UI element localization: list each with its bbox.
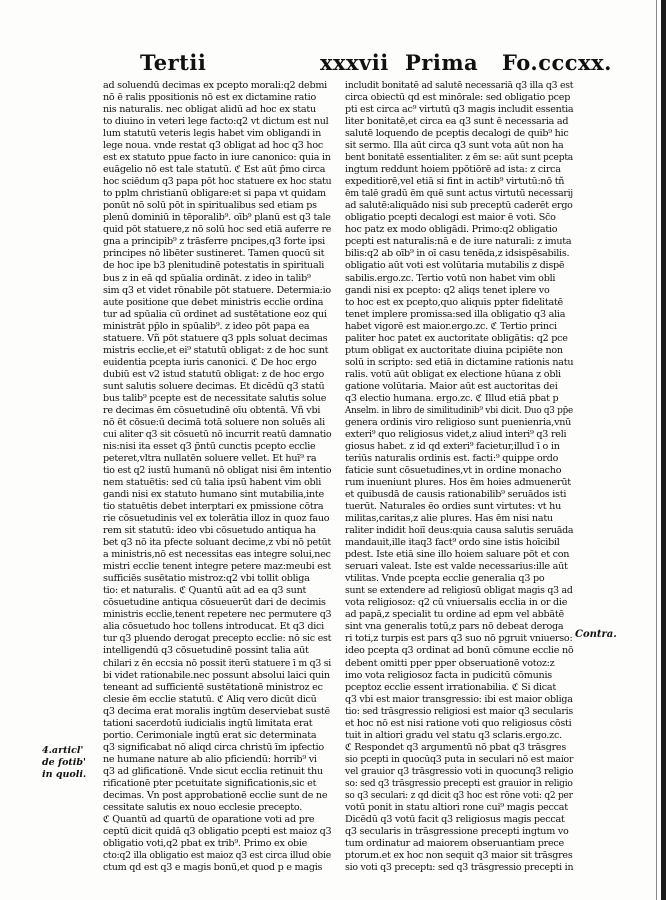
- left-column-line: hoc sciēdum q3 papa pōt hoc statuere ex hoc statu: [103, 176, 332, 188]
- left-column-line: principes nō libēter sustineret. Tamen quocū sit: [103, 248, 325, 260]
- margin-note-right: Contra.: [575, 629, 617, 640]
- right-column-line: vota religiosoz: q2 cū vniuersalis ecclia in or die: [345, 597, 568, 609]
- right-column-line: bent bonitatē essentialiter. z ēm se: aūt sunt pcepta: [345, 152, 574, 164]
- left-column-line: dubiū est v2 istud statutū obligat: z de hoc ergo: [103, 368, 325, 380]
- right-column-line: ideo pcepta q3 ordinat ad bonū cōmune ecclie nō: [345, 645, 574, 657]
- right-column-line: imo vota religiosoz facta in pudicitū cōmunis: [345, 669, 552, 681]
- left-column-line: nō ēt cōsue:ū decimā totā soluere non soluēs ali: [103, 416, 325, 428]
- left-column-line: bet q3 nō ita pfecte soluant decime,z vbi nō petūt: [103, 537, 331, 549]
- right-column-line: q3 electio humana. ergo.zc. ℭ Illud etiā pbat p: [345, 392, 559, 404]
- left-column-line: ℭ Quantū ad quartū de oparatione voti ad pre: [103, 813, 315, 825]
- margin-note-left: [42, 745, 98, 781]
- left-column-line: ministris ecclie,tenent repetere nec permutere q3: [103, 609, 332, 621]
- left-column-line: chilari z ēn eccsia nō possit iterū statuere ī m q3 si: [103, 657, 331, 669]
- left-column-line: mistri ecclie tenent integre petere maz:meubi est: [103, 561, 331, 573]
- right-column-line: pcepti est naturalis:nā e de iure naturali: z imuta: [345, 236, 572, 248]
- right-column-line: sit sermo. Illa aūt circa q3 sunt vota aūt non ha: [345, 140, 564, 152]
- right-column-line: et quibusdā de causis rationabilib⁹ seruādos isti: [345, 489, 567, 501]
- right-column-line: ralis. votū aūt obligat ex electione hūana z obli: [345, 368, 561, 380]
- right-column-line: expeditiorē,vel etiā si fint in actib⁹ virtutū:nō tñ: [345, 176, 565, 188]
- left-column-line: cto:q2 illa obligatio est maioz q3 est circa illud obie: [103, 850, 331, 861]
- left-column-line: tio est q2 iustū humanū nō obligat nisi ēm intentio: [103, 465, 332, 476]
- right-column-line: tuit in altiori gradu vel statu q3 sclaris.ergo.zc.: [345, 729, 562, 741]
- right-column-line: mandauit,ille itaq3 fact⁹ ordo sine istis hoīcibil: [345, 537, 560, 549]
- running-header: [110, 50, 612, 84]
- left-column-line: a ministris,nō est necessitas eas integre solui,nec: [103, 549, 331, 561]
- right-column-line: sint vna generalis totū,z pars nō debeat deroga: [345, 621, 564, 633]
- right-column-line: tenet implere promissa:sed illa obligatio q3 alia: [345, 308, 566, 320]
- left-column-line: rem sit statutū: ideo vbi cōsuetudo antiqua ha: [103, 525, 316, 537]
- right-column-line: debent omitti pper pper obseruationē votoz:z: [345, 657, 555, 669]
- left-text-column: [103, 80, 332, 874]
- left-column-line: to diuino in veteri lege facto:q2 vt dictum est nul: [103, 116, 329, 128]
- left-column-line: teneant ad sufficientē sustētationē ministroz ec: [103, 681, 323, 693]
- right-column-line: gandi nisi ex pcepto: q2 aliqs tenet iplere vo: [345, 284, 550, 296]
- right-column-line: sio voti q3 preceptı: sed q3 trāsgressio precepti in: [345, 862, 574, 874]
- right-column-line: faticie sunt cōsuetudines,vt in ordine monacho: [345, 465, 562, 476]
- right-column-line: pceptoz ecclie essent irrationabilia. ℭ Si dicat: [345, 681, 557, 693]
- header-center: Prima: [405, 50, 479, 75]
- right-column-line: ingtum reddunt hoiem ppōtiōrē ad ista: z circa: [345, 164, 561, 176]
- right-column-line: ptum obligat ex auctoritate diuina pcipiēte non: [345, 344, 563, 356]
- right-column-line: tio: sed trāsgressio religiosi est maior q3 secularis: [345, 705, 573, 717]
- page-edge-line: [656, 0, 657, 900]
- left-column-line: intelligendū q3 cōsuetudinē possint talia aūt: [103, 645, 309, 657]
- left-column-line: tationi sacerdotū iudicialis ingtū limitata erat: [103, 717, 313, 729]
- left-column-line: plenū dominiū in tēporalib⁹. oīb⁹ planū est q3 tale: [103, 212, 331, 224]
- left-column-line: est ex statuto ppue facto in iure canonico: quia in: [103, 152, 331, 164]
- right-column-line: includit bonitatē ad salutē necessariā q3 illa q3 est: [345, 80, 574, 91]
- right-column-line: circa obiectū qd est minōrale: sed obligatio pcep: [345, 92, 571, 104]
- right-column-line: tuerūt. Naturales ēo ordies sunt virtutes: vt hu: [345, 501, 562, 513]
- right-column-line: so q3 seculari: z qd dicit q3 hoc est rōne voti: q2 per: [345, 789, 573, 801]
- right-text-column: [345, 80, 574, 874]
- right-column-line: liter bonitatē,et circa ea q3 sunt ē necessaria ad: [345, 116, 569, 128]
- right-column-line: obligatio aūt voti est volūtaria mutabilis z dispē: [345, 260, 565, 272]
- left-column-line: decimas. Vn post approbationē ecclie sunt de ne: [103, 789, 328, 801]
- left-column-line: mistris ecclie,et ei⁹ statutū obligat: z de hoc sunt: [103, 344, 329, 356]
- right-column-line: pti est circa ac⁹ virtutū q3 magis includit essentia: [345, 104, 574, 116]
- left-column-line: gandi nisi ex statuto humano sint mutabilia,inte: [103, 489, 324, 501]
- right-column-line: hoc patz ex modo obligādi. Primo:q2 obligatio: [345, 224, 558, 236]
- left-column-line: bus z in eā qd spūalia ordināt. z ideo in talib⁹: [103, 272, 311, 284]
- left-column-line: tur q3 pluendo derogat precepto ecclie: nō sic est: [103, 633, 332, 645]
- left-column-line: cui aliter q3 sit cōsuetū nō incurrit reatū damnatio: [103, 428, 332, 440]
- header-left: Tertii: [140, 50, 207, 75]
- left-column-line: nis naturalis. nec obligat alidū ad hoc ex statu: [103, 104, 316, 116]
- right-column-line: ēm talē gradū ēm quē sunt actus virtutū necessarij: [345, 188, 573, 200]
- right-column-line: q3 secularis in trāsgressione precepti ingtum vo: [345, 825, 569, 837]
- right-column-line: gatione volūtaria. Maior aūt est auctoritas dei: [345, 380, 558, 392]
- left-column-line: q3 significabat nō aliqd circa christū īm ipfectio: [103, 741, 324, 753]
- left-column-line: euidentia pcepta iuris canonici. ℭ De hoc ergo: [103, 356, 317, 368]
- right-column-line: habet vigorē est maior.ergo.zc. ℭ Tertio princi: [345, 320, 557, 332]
- right-column-line: obligatio pcepti decalogi est maior ē voti. Sc̄o: [345, 212, 556, 224]
- header-number: xxxvii: [320, 50, 389, 75]
- right-column-line: et hoc nō est nisi ratione voti quo religiosus cōsti: [345, 717, 572, 729]
- right-column-line: exteri⁹ quo religiosus videt,z aliud interi⁹ q3 reli: [345, 428, 567, 440]
- left-column-line: tur ad spūalia cū ordinet ad sustētatione eoz qui: [103, 308, 327, 320]
- right-column-line: rum inueniunt plures. Hos ēm hoies admuenerūt: [345, 477, 571, 489]
- left-column-line: ne humane nature ab alio pficiendū: horrib⁹ vi: [103, 753, 317, 765]
- left-column-line: bus talib⁹ pcepte est de necessitate salutis solue: [103, 392, 327, 404]
- right-column-line: ad papā,z specialit tu ordine ad epm vel abbātē: [345, 609, 564, 621]
- page-edge-shadow: [661, 0, 666, 900]
- right-column-line: salutē loquendo de pceptis decalogi de quib⁹ hic: [345, 128, 569, 140]
- right-column-line: sabilis.ergo.zc. Tertio votū non habet vim obli: [345, 272, 556, 284]
- left-column-line: obligatio voti,q2 pbat ex trib⁹. Primo ex obie: [103, 837, 308, 849]
- right-column-line: sunt se extendere ad religiosū obligat magis q3 ad: [345, 585, 573, 597]
- left-column-line: ctum qd est q3 e magis bonū,et quod p e magis: [103, 862, 323, 874]
- left-column-line: cessitate salutis ex nouo ecclesie precepto.: [103, 801, 303, 813]
- left-column-line: ad soluendū decimas ex pcepto morali:q2 debmi: [103, 80, 328, 91]
- left-column-line: quid pōt statuere,z nō solū hoc sed etiā auferre re: [103, 224, 332, 236]
- left-column-line: euāgelio nō est tale statutū. ℭ Est aūt p̄mo circa: [103, 164, 326, 176]
- right-column-line: teriūs naturalis ordinis est. facti:⁹ quippe ordo: [345, 452, 559, 464]
- margin-note-left-line: in quoli.: [42, 769, 87, 780]
- right-column-line: giosus habet. z id qd exteri⁹ facietur,illud ī o in: [345, 440, 560, 452]
- left-column-line: nis:nisi ita esset q3 p̄ntū cunctis pcepto ecclie: [103, 440, 316, 452]
- right-column-line: seruari valeat. Iste est valde necessarius:ille aūt: [345, 561, 568, 573]
- right-column-line: ℭ Respondet q3 argumentū nō pbat q3 trāsgres: [345, 741, 567, 753]
- margin-note-left-line: 4.articl': [42, 745, 84, 756]
- right-column-line: Anselm. in libro de similitudinib⁹ vbi dicit. Duo q3 pp̄e: [345, 404, 573, 416]
- left-column-line: portio. Cerimoniale ingtū erat sic determinata: [103, 729, 317, 741]
- right-column-line: vel grauior q3 trāsgressio voti in quocunq3 religio: [345, 765, 574, 777]
- right-column-line: solū in scripto: sed etiā in dictamine rationis natu: [345, 356, 574, 368]
- right-column-line: ri toti,z turpis est pars q3 suo nō pgruit vniuerso:: [345, 633, 573, 645]
- left-column-line: q3 ad glificationē. Vnde sicut ecclia retinuit thu: [103, 765, 323, 777]
- left-column-line: tio statuētis debet interptari ex pmissione cōtra: [103, 501, 324, 513]
- left-column-line: ministrāt pp̄lo in spūalib⁹. z ideo pōt papa ea: [103, 320, 310, 332]
- left-column-line: peteret,vltra nullatēn soluere vellet. Et huī⁹ ra: [103, 452, 317, 464]
- left-column-line: bi videt rationabile.nec possunt absolui laici quin: [103, 669, 330, 681]
- right-column-line: genera ordinis viro religioso sunt puenienria,vnū: [345, 416, 572, 428]
- left-column-line: aute positione que debet ministris ecclie ordina: [103, 296, 324, 308]
- left-column-line: re decimas ēm cōsuetudinē oīu obtentā. Vñ vbi: [103, 404, 321, 416]
- left-column-line: rificationē pter pcetuitate significationis,sic et: [103, 777, 317, 789]
- left-column-line: rie cōsuetudinis vel ex tolerātia illoz in quoz fauo: [103, 513, 330, 525]
- left-column-line: sunt salutis soluere decimas. Et dicēdū q3 statū: [103, 380, 325, 392]
- left-column-line: clesie ēm ecclie statutū. ℭ Aliq vero dicūt dicū: [103, 693, 317, 705]
- left-column-line: sim q3 et videt rōnabile pōt statuere. Determia:io: [103, 284, 331, 296]
- right-column-line: votū ponit in statu altiori rone cui⁹ magis peccat: [345, 801, 568, 813]
- left-column-line: gna a principib⁹ z trāsferre pncipes,q3 forte ipsi: [103, 236, 325, 248]
- right-column-line: tum ordinatur ad maiorem obseruantiam prece: [345, 837, 564, 849]
- right-column-line: bilis:q2 ab oīb⁹ in oī casu tenēda,z idsispēsabilis.: [345, 248, 570, 260]
- right-column-line: q3 vbi est maior transgressio: ibi est maior obliga: [345, 693, 573, 705]
- left-column-line: cōsuetudine antiqua cōsueuerūt dari de decimis: [103, 597, 326, 609]
- left-column-line: nem statuētis: sed cū talia ipsū habent vim obli: [103, 477, 322, 489]
- left-column-line: nō ē ralis ppositionis nō est ex dictamine ratio: [103, 92, 316, 104]
- right-column-line: militas,caritas,z alie plures. Has ēm nisi natu: [345, 513, 553, 525]
- left-column-line: to pplm christianū obligare:et si papa vt quidam: [103, 188, 326, 200]
- left-column-line: alia cōsuetudo hoc tollens introducat. Et q3 dici: [103, 621, 324, 633]
- left-column-line: de hoc ipe b3 plenitudinē potestatis in spirituali: [103, 260, 325, 272]
- left-column-line: ponūt nō solū pōt in spiritualibus sed etiam ps: [103, 200, 317, 212]
- right-column-line: sio pcepti in quocūq3 puta in seculari nō est maior: [345, 753, 574, 765]
- margin-note-left-line: de fotib': [42, 757, 86, 768]
- right-column-line: so: sed q3 trāsgressio precepti est grauior in religio: [345, 777, 573, 789]
- right-column-line: paliter hoc patet ex auctoritate obligātis: q2 pce: [345, 332, 568, 344]
- left-column-line: sufficiēs susētatio mistroz:q2 vbi tollit obliga: [103, 573, 310, 585]
- right-column-line: ptorum.et ex hoc non sequit q3 maior sit trāsgres: [345, 850, 573, 861]
- left-column-line: statuere. Vñ pōt statuere q3 ppls soluat decimas: [103, 332, 328, 344]
- right-column-line: pdest. Iste etiā sine illo hoiem saluare pōt et con: [345, 549, 570, 561]
- left-column-line: tio: et naturalis. ℭ Quantū aūt ad ea q3 sunt: [103, 585, 307, 597]
- left-column-line: ceptū dicit quidā q3 obligatio pcepti est maioz q3: [103, 825, 332, 837]
- left-column-line: lum statutū veteris legis habet vim obligandi in: [103, 128, 322, 140]
- right-column-line: ad salutē:aliquādo nisi sub preceptū caderēt ergo: [345, 200, 573, 212]
- right-column-line: Dicēdū q3 votū facit q3 religiosus magis peccat: [345, 813, 565, 825]
- right-column-line: to hoc est ex pcepto,quo aliquis ppter fidelitatē: [345, 296, 563, 308]
- folio-number: Fo.cccxx.: [502, 50, 612, 75]
- right-column-line: vtilitas. Vnde pcepta ecclie generalia q3 po: [345, 573, 545, 585]
- right-column-line: raliter indidit hoiī deus:quia causa salutis seruāda: [345, 525, 574, 537]
- left-column-line: lege noua. vnde restat q3 obligat ad hoc q3 hoc: [103, 140, 323, 152]
- left-column-line: q3 decima erat moralis ingtūm deserviebat sustē: [103, 705, 330, 717]
